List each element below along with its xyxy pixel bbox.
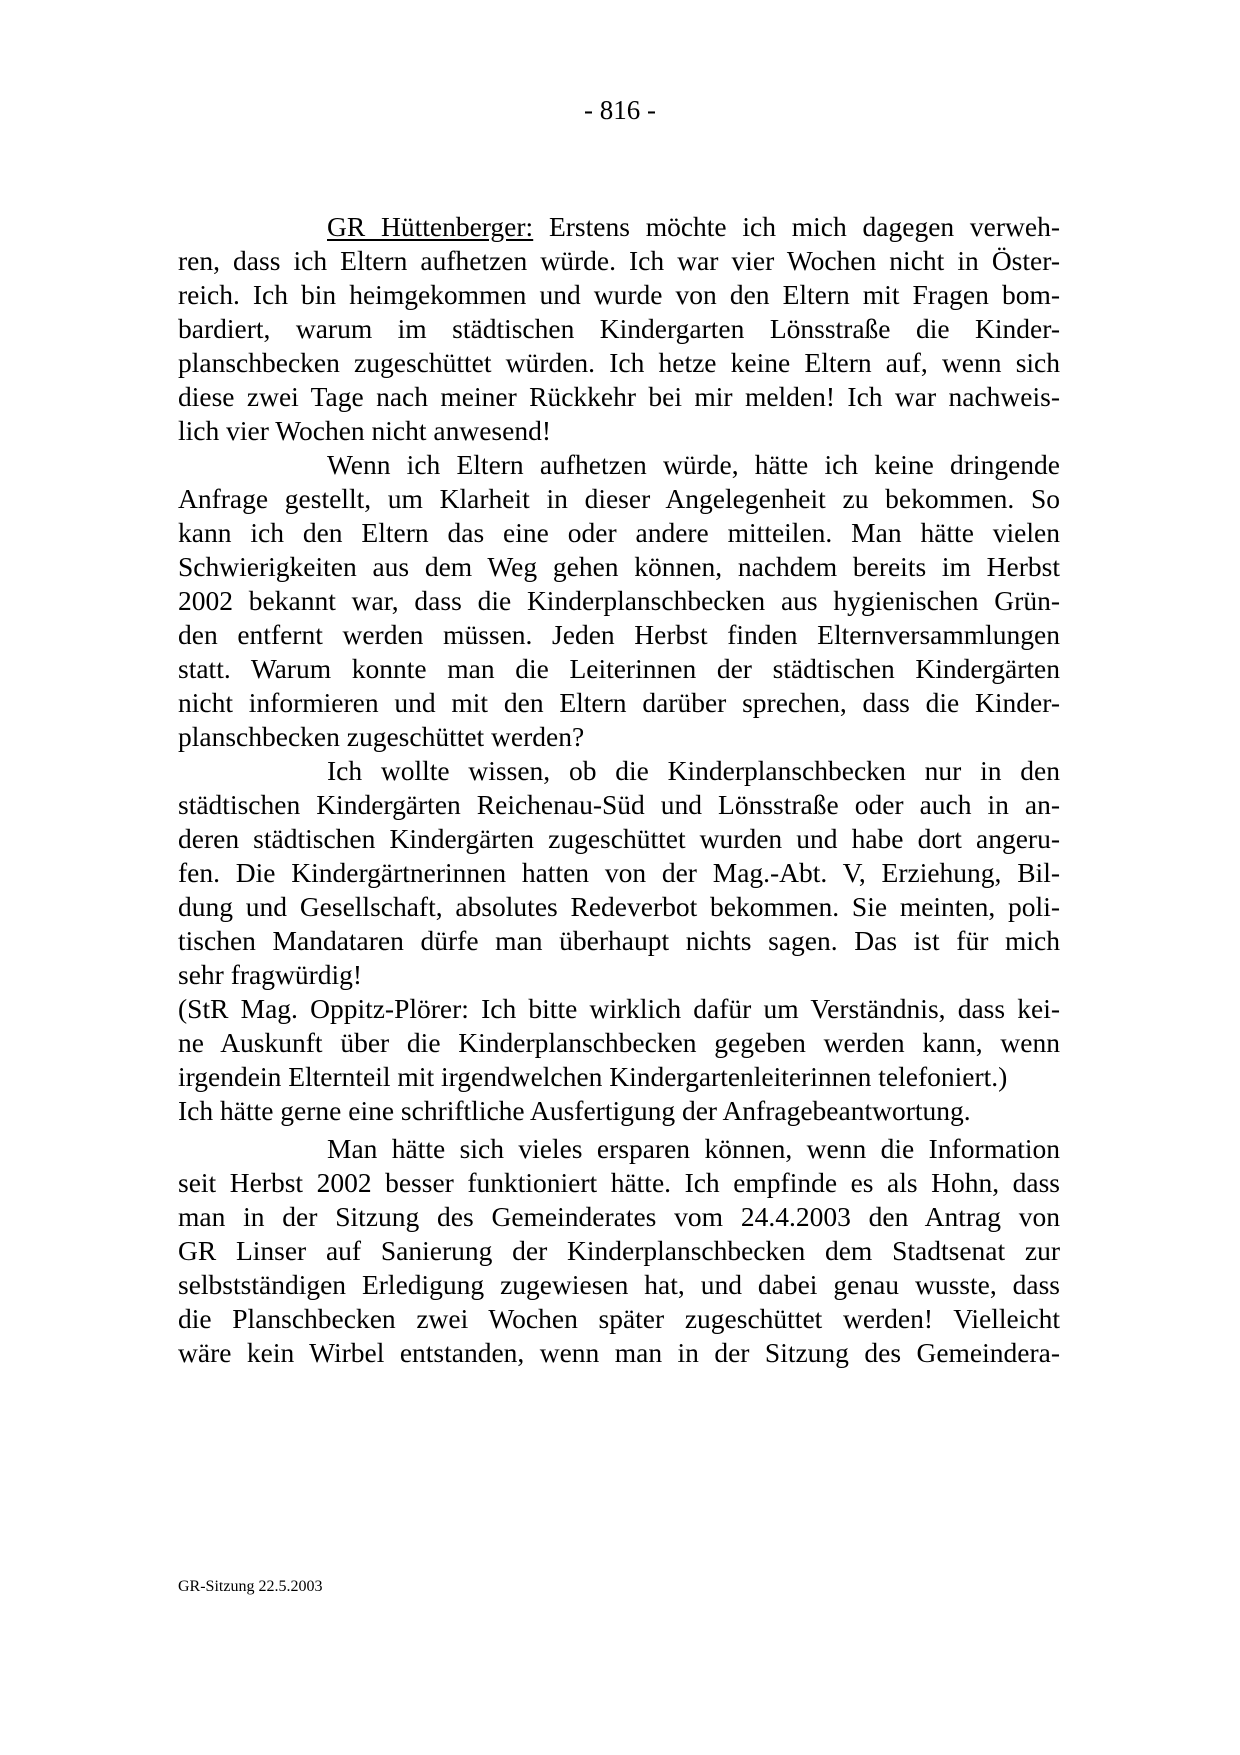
text-line: nicht informieren und mit den Eltern darüber sprechen, dass die Kinder- (178, 687, 1060, 718)
text-line: man in der Sitzung des Gemeinderates vom 24.4.2003 den Antrag von (178, 1201, 1060, 1232)
text-line: Anfrage gestellt, um Klarheit in dieser Angelegenheit zu bekommen. So (178, 483, 1060, 514)
text-line: 2002 bekannt war, dass die Kinderplanschbecken aus hygienischen Grün- (178, 585, 1060, 616)
text-line: ren, dass ich Eltern aufhetzen würde. Ich war vier Wochen nicht in Öster- (178, 245, 1060, 276)
text-line: die Planschbecken zwei Wochen später zugeschüttet werden! Vielleicht (178, 1303, 1060, 1334)
text-line (327, 208, 1060, 246)
text-line: irgendein Elternteil mit irgendwelchen Kindergartenleiterinnen telefoniert.) (178, 1061, 1008, 1092)
page-number: - 816 - (584, 95, 656, 125)
text-line: sehr fragwürdig! (178, 959, 363, 990)
page-footer: GR-Sitzung 22.5.2003 (178, 1578, 323, 1595)
text-line: lich vier Wochen nicht anwesend! (178, 415, 551, 446)
text-line: wäre kein Wirbel entstanden, wenn man in der Sitzung des Gemeindera- (178, 1337, 1060, 1368)
speaker-name: GR Hüttenberger: (327, 211, 534, 242)
text-line: seit Herbst 2002 besser funktioniert hätte. Ich empfinde es als Hohn, dass (178, 1167, 1060, 1198)
text-line: Wenn ich Eltern aufhetzen würde, hätte ich keine dringende (327, 449, 1060, 480)
text-line: städtischen Kindergärten Reichenau-Süd und Lönsstraße oder auch in an- (178, 789, 1060, 820)
text-line: Ich wollte wissen, ob die Kinderplanschbecken nur in den (327, 755, 1060, 786)
text-line: deren städtischen Kindergärten zugeschüttet wurden und habe dort angeru- (178, 823, 1060, 854)
text-line: bardiert, warum im städtischen Kindergarten Lönsstraße die Kinder- (178, 313, 1060, 344)
text-line: reich. Ich bin heimgekommen und wurde von den Eltern mit Fragen bom- (178, 279, 1060, 310)
text-line: planschbecken zugeschüttet würden. Ich hetze keine Eltern auf, wenn sich (178, 347, 1060, 378)
text-line: Schwierigkeiten aus dem Weg gehen können, nachdem bereits im Herbst (178, 551, 1060, 582)
text-line: selbstständigen Erledigung zugewiesen hat, und dabei genau wusste, dass (178, 1269, 1060, 1300)
text-line: tischen Mandataren dürfe man überhaupt nichts sagen. Das ist für mich (178, 925, 1060, 956)
text-line: dung und Gesellschaft, absolutes Redeverbot bekommen. Sie meinten, poli- (178, 891, 1060, 922)
text-line: GR Linser auf Sanierung der Kinderplanschbecken dem Stadtsenat zur (178, 1235, 1060, 1266)
text-line: ne Auskunft über die Kinderplanschbecken gegeben werden kann, wenn (178, 1027, 1060, 1058)
text-line: statt. Warum konnte man die Leiterinnen der städtischen Kindergärten (178, 653, 1060, 684)
text-line-content: Erstens möchte ich mich dagegen verweh- (533, 211, 1061, 242)
text-line: kann ich den Eltern das eine oder andere mitteilen. Man hätte vielen (178, 517, 1060, 548)
text-line: (StR Mag. Oppitz-Plörer: Ich bitte wirklich dafür um Verständnis, dass kei- (178, 993, 1060, 1024)
text-line: den entfernt werden müssen. Jeden Herbst finden Elternversammlungen (178, 619, 1060, 650)
text-line: planschbecken zugeschüttet werden? (178, 721, 585, 752)
text-line: fen. Die Kindergärtnerinnen hatten von der Mag.-Abt. V, Erziehung, Bil- (178, 857, 1060, 888)
text-line: diese zwei Tage nach meiner Rückkehr bei mir melden! Ich war nachweis- (178, 381, 1060, 412)
text-line: Ich hätte gerne eine schriftliche Ausfertigung der Anfragebeantwortung. (178, 1095, 971, 1126)
text-line: Man hätte sich vieles ersparen können, wenn die Information (327, 1133, 1060, 1164)
